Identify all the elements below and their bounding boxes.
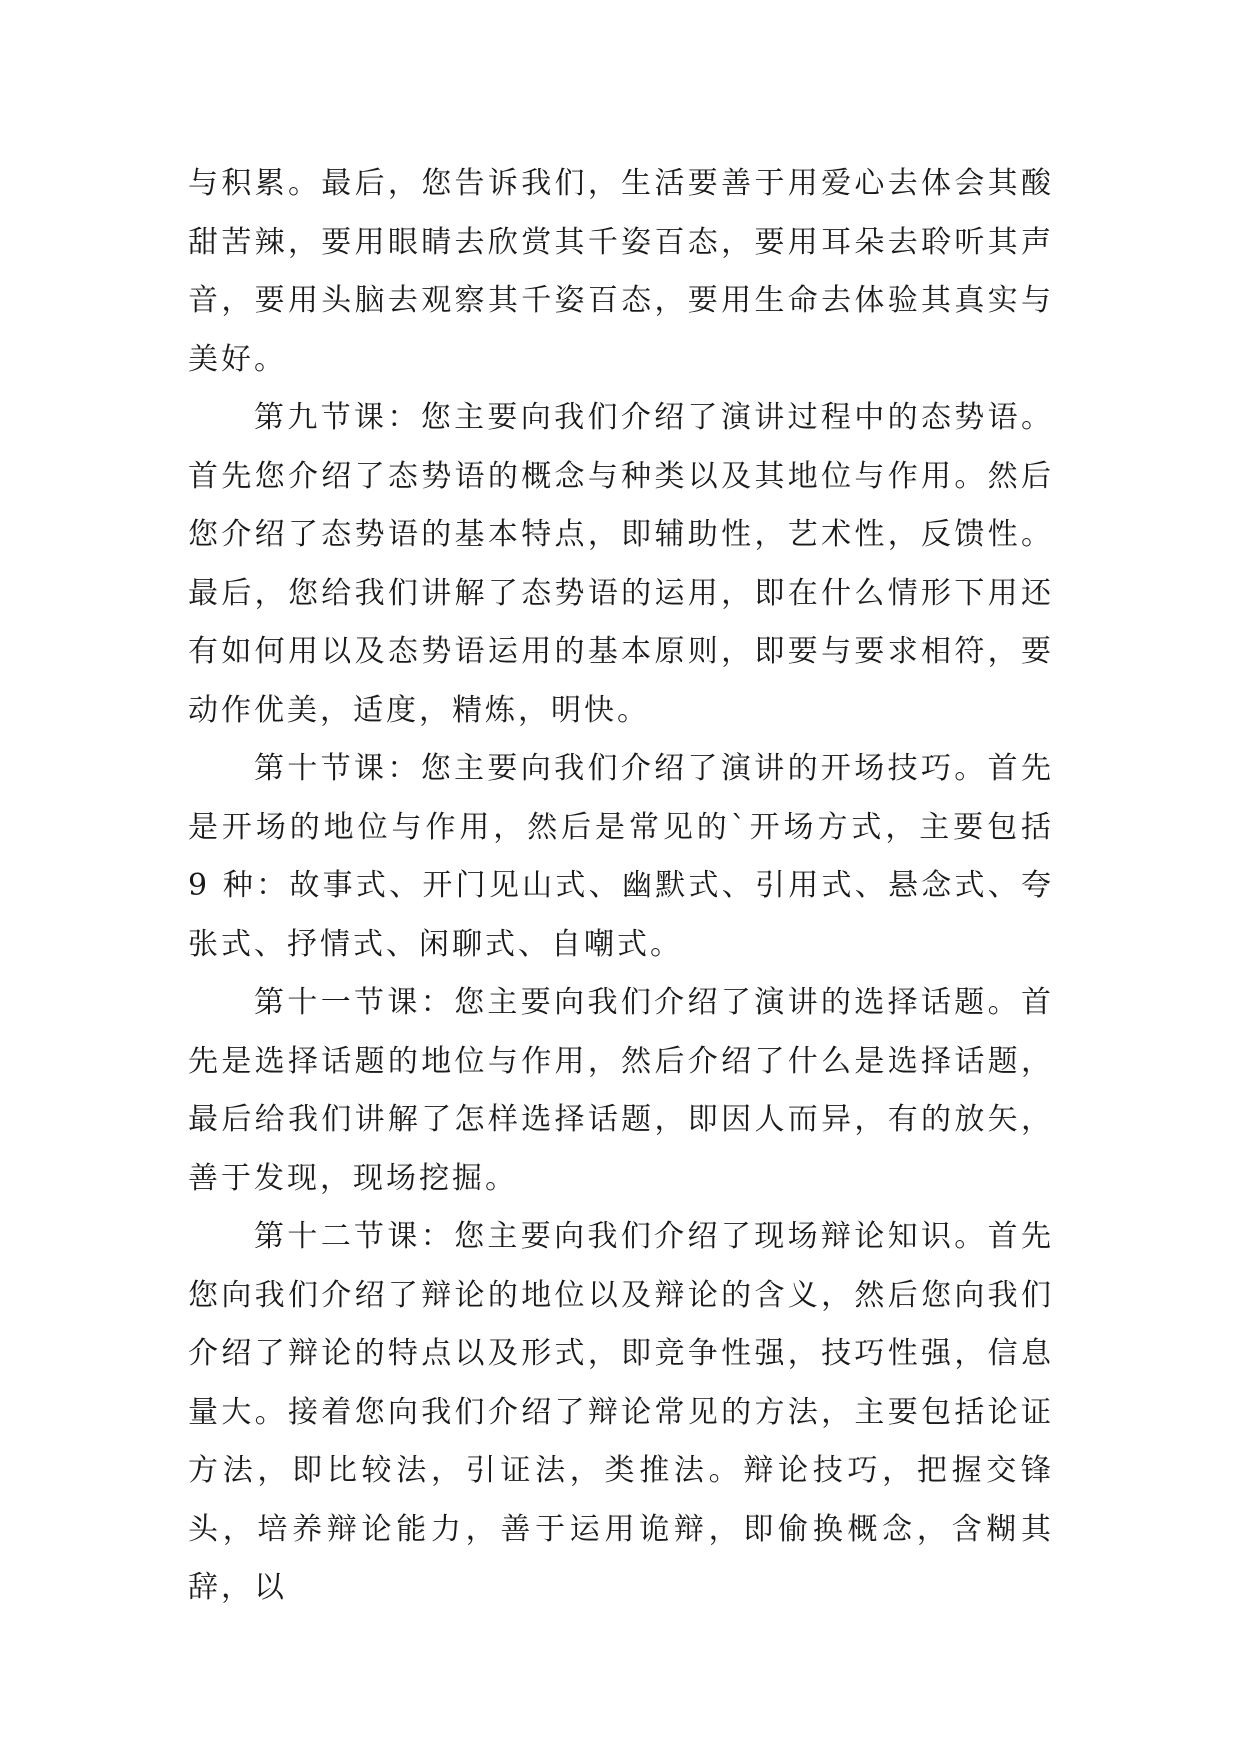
paragraph-lesson-10: 第十节课：您主要向我们介绍了演讲的开场技巧。首先是开场的地位与作用，然后是常见的`开场方式，主要包括 9 种：故事式、开门见山式、幽默式、引用式、悬念式、夸张式、抒情式、闲聊式、自嘲式。 — [188, 751, 1054, 962]
paragraph-lesson-9: 第九节课：您主要向我们介绍了演讲过程中的态势语。首先您介绍了态势语的概念与种类以及其地位与作用。然后您介绍了态势语的基本特点，即辅助性，艺术性，反馈性。最后，您给我们讲解了态势语的运用，即在什么情形下用还有如何用以及态势语运用的基本原则，即要与要求相符，要动作优美，适度，精炼，明快。 — [188, 400, 1054, 728]
paragraph-lesson-12: 第十二节课：您主要向我们介绍了现场辩论知识。首先您向我们介绍了辩论的地位以及辩论的含义，然后您向我们介绍了辩论的特点以及形式，即竞争性强，技巧性强，信息量大。接着您向我们介绍了辩论常见的方法，主要包括论证方法，即比较法，引证法，类推法。辩论技巧，把握交锋头，培养辩论能力，善于运用诡辩，即偷换概念，含糊其辞，以 — [188, 1219, 1054, 1605]
document-body — [188, 155, 1054, 1618]
paragraph-continuation: 与积累。最后，您告诉我们，生活要善于用爱心去体会其酸甜苦辣，要用眼睛去欣赏其千姿百态，要用耳朵去聆听其声音，要用头脑去观察其千姿百态，要用生命去体验其真实与美好。 — [188, 166, 1054, 377]
paragraph-lesson-11: 第十一节课：您主要向我们介绍了演讲的选择话题。首先是选择话题的地位与作用，然后介绍了什么是选择话题，最后给我们讲解了怎样选择话题，即因人而异，有的放矢，善于发现，现场挖掘。 — [188, 985, 1054, 1196]
